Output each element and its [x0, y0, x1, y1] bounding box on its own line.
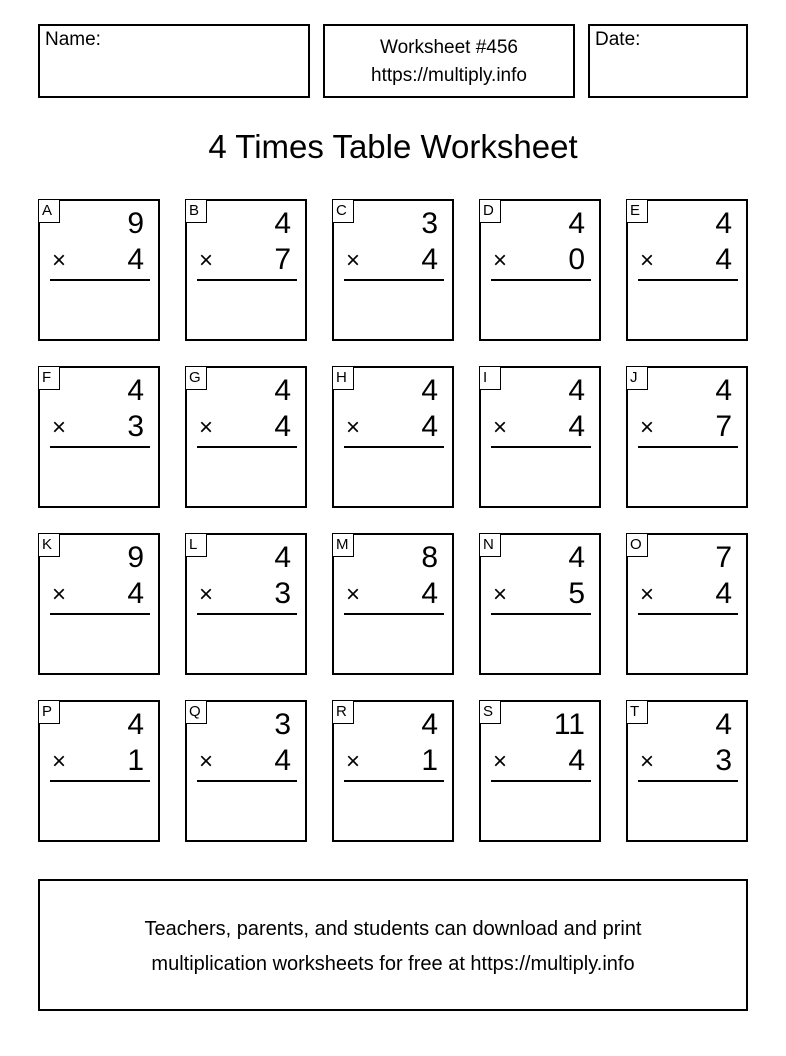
multiplicand: 9 — [127, 541, 144, 574]
times-sign: × — [493, 247, 508, 274]
problem-letter: F — [38, 366, 60, 390]
multiplicand: 4 — [127, 708, 144, 741]
multiplier: 3 — [715, 744, 732, 777]
problem-card — [38, 199, 160, 341]
multiplier: 4 — [421, 243, 438, 276]
problem-letter: K — [38, 533, 60, 557]
multiplier: 4 — [127, 577, 144, 610]
times-sign: × — [199, 748, 214, 775]
problem-letter: B — [185, 199, 207, 223]
problem-card — [185, 533, 307, 675]
problem-card — [479, 533, 601, 675]
multiplier: 3 — [127, 410, 144, 443]
problem-letter: J — [626, 366, 648, 390]
times-sign: × — [493, 581, 508, 608]
multiplicand: 4 — [421, 708, 438, 741]
multiplier: 5 — [568, 577, 585, 610]
times-sign: × — [640, 247, 655, 274]
multiplier: 4 — [274, 744, 291, 777]
multiplier: 1 — [421, 744, 438, 777]
problem-card — [332, 199, 454, 341]
problem-card — [626, 700, 748, 842]
problem-letter: O — [626, 533, 648, 557]
problem-card — [38, 700, 160, 842]
problem-card — [38, 366, 160, 508]
answer-line — [638, 279, 738, 281]
problem-letter: L — [185, 533, 207, 557]
problem-card — [38, 533, 160, 675]
times-sign: × — [199, 414, 214, 441]
problem-letter: A — [38, 199, 60, 223]
multiplicand: 4 — [715, 374, 732, 407]
problem-card — [479, 700, 601, 842]
answer-line — [638, 613, 738, 615]
multiplicand: 9 — [127, 207, 144, 240]
times-sign: × — [52, 247, 67, 274]
multiplier: 4 — [274, 410, 291, 443]
multiplicand: 4 — [568, 541, 585, 574]
problem-letter: E — [626, 199, 648, 223]
problem-card — [332, 700, 454, 842]
times-sign: × — [493, 748, 508, 775]
times-sign: × — [640, 748, 655, 775]
answer-line — [344, 613, 444, 615]
problem-card — [626, 533, 748, 675]
answer-line — [491, 446, 591, 448]
multiplier: 7 — [715, 410, 732, 443]
problem-letter: I — [479, 366, 501, 390]
answer-line — [197, 613, 297, 615]
multiplicand: 4 — [274, 541, 291, 574]
multiplier: 7 — [274, 243, 291, 276]
times-sign: × — [346, 247, 361, 274]
footer-line-1: Teachers, parents, and students can download and print — [144, 918, 642, 940]
answer-line — [638, 780, 738, 782]
problem-letter: R — [332, 700, 354, 724]
multiplicand: 7 — [715, 541, 732, 574]
footer-note — [38, 879, 748, 1011]
date-field-box[interactable] — [588, 24, 748, 98]
times-sign: × — [640, 414, 655, 441]
problem-card — [626, 366, 748, 508]
multiplicand: 4 — [715, 708, 732, 741]
times-sign: × — [52, 748, 67, 775]
multiplicand: 4 — [568, 207, 585, 240]
answer-line — [50, 279, 150, 281]
answer-line — [344, 780, 444, 782]
date-label: Date: — [595, 29, 641, 50]
multiplier: 4 — [127, 243, 144, 276]
multiplier: 4 — [715, 243, 732, 276]
multiplicand: 4 — [274, 374, 291, 407]
answer-line — [50, 613, 150, 615]
multiplier: 4 — [568, 744, 585, 777]
problem-card — [185, 700, 307, 842]
answer-line — [491, 279, 591, 281]
multiplicand: 11 — [553, 708, 585, 741]
answer-line — [638, 446, 738, 448]
worksheet-number: Worksheet #456 — [379, 37, 518, 58]
times-sign: × — [199, 581, 214, 608]
multiplier: 4 — [715, 577, 732, 610]
times-sign: × — [493, 414, 508, 441]
page-title: 4 Times Table Worksheet — [208, 128, 578, 165]
answer-line — [50, 446, 150, 448]
footer-line-2: multiplication worksheets for free at https://multiply.info — [151, 953, 635, 975]
problem-letter: H — [332, 366, 354, 390]
worksheet-info-box — [323, 24, 575, 98]
multiplier: 4 — [421, 577, 438, 610]
problem-letter: C — [332, 199, 354, 223]
multiplicand: 3 — [274, 708, 291, 741]
problem-letter: M — [332, 533, 354, 557]
answer-line — [491, 780, 591, 782]
times-sign: × — [640, 581, 655, 608]
answer-line — [344, 446, 444, 448]
problem-card — [185, 366, 307, 508]
problem-letter: P — [38, 700, 60, 724]
answer-line — [197, 780, 297, 782]
multiplicand: 4 — [715, 207, 732, 240]
times-sign: × — [199, 247, 214, 274]
multiplicand: 4 — [274, 207, 291, 240]
problem-card — [332, 366, 454, 508]
problem-letter: D — [479, 199, 501, 223]
times-sign: × — [346, 581, 361, 608]
multiplier: 4 — [568, 410, 585, 443]
multiplier: 3 — [274, 577, 291, 610]
problem-letter: G — [185, 366, 207, 390]
name-label: Name: — [45, 29, 101, 50]
multiplier: 0 — [568, 243, 585, 276]
answer-line — [197, 446, 297, 448]
multiplicand: 8 — [421, 541, 438, 574]
multiplicand: 4 — [568, 374, 585, 407]
answer-line — [344, 279, 444, 281]
problem-card — [185, 199, 307, 341]
problem-letter: N — [479, 533, 501, 557]
problem-card — [479, 199, 601, 341]
problem-card — [626, 199, 748, 341]
answer-line — [197, 279, 297, 281]
times-sign: × — [346, 748, 361, 775]
name-field-box[interactable] — [38, 24, 310, 98]
problem-card — [479, 366, 601, 508]
problem-card — [332, 533, 454, 675]
site-url: https://multiply.info — [371, 65, 527, 86]
multiplier: 1 — [127, 744, 144, 777]
times-sign: × — [346, 414, 361, 441]
multiplicand: 3 — [421, 207, 438, 240]
problem-letter: S — [479, 700, 501, 724]
times-sign: × — [52, 414, 67, 441]
problem-letter: T — [626, 700, 648, 724]
answer-line — [50, 780, 150, 782]
problem-letter: Q — [185, 700, 207, 724]
multiplicand: 4 — [421, 374, 438, 407]
multiplier: 4 — [421, 410, 438, 443]
answer-line — [491, 613, 591, 615]
multiplicand: 4 — [127, 374, 144, 407]
times-sign: × — [52, 581, 67, 608]
